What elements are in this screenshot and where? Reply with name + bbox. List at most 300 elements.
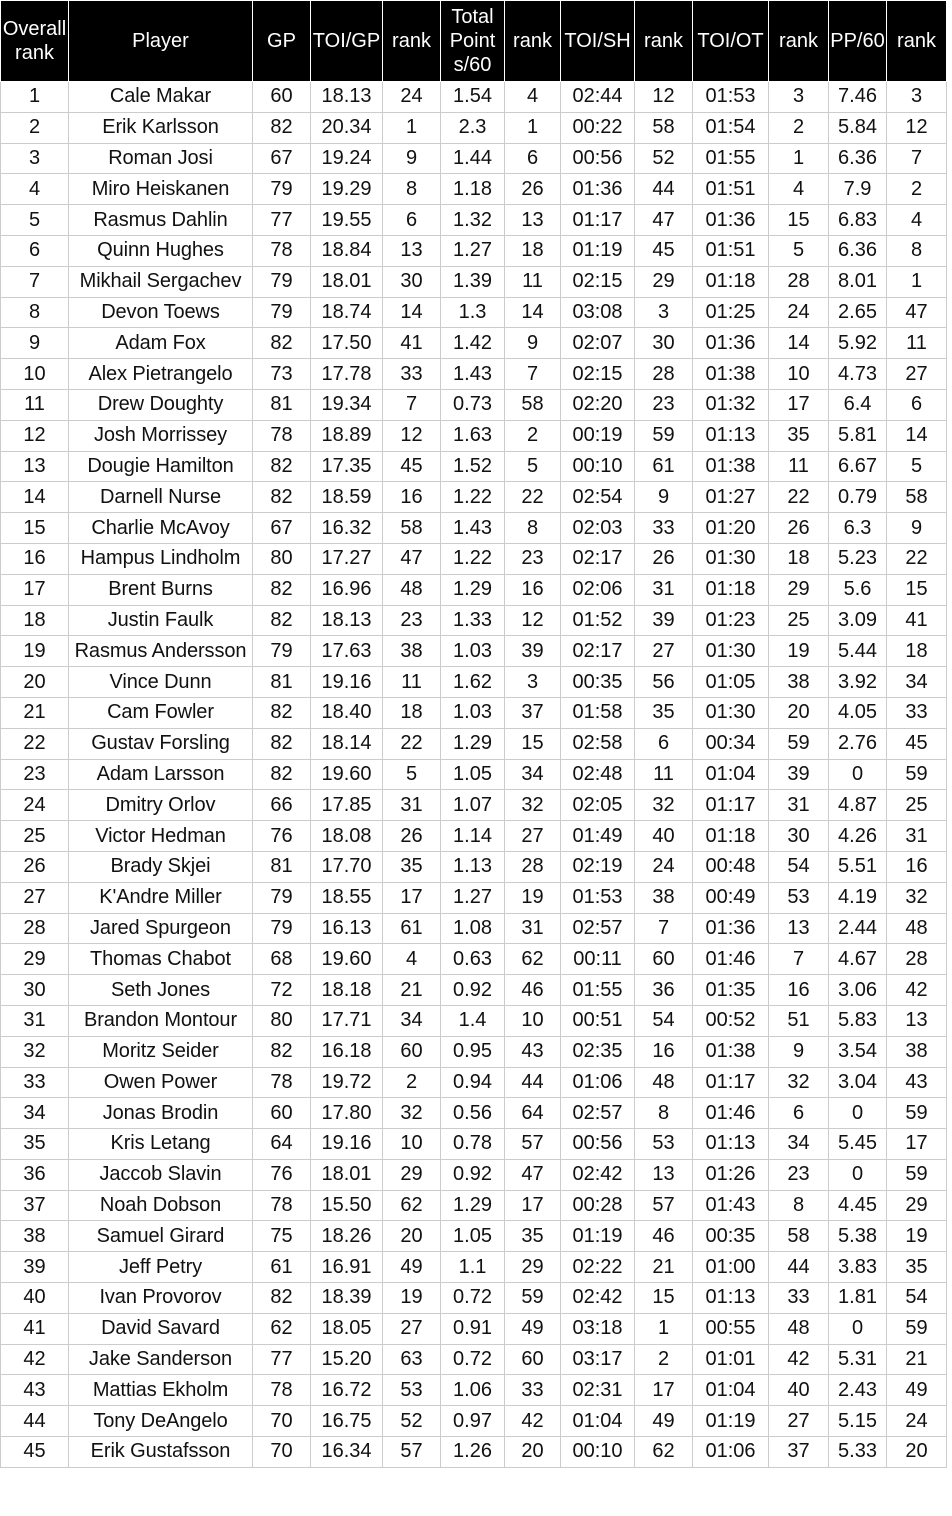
cell-total-points-60: 1.27: [441, 882, 505, 913]
cell-toi-ot: 01:23: [693, 605, 769, 636]
cell-rank-pp-60: 15: [887, 574, 947, 605]
table-row: [1, 574, 947, 605]
cell-player: Moritz Seider: [69, 1036, 253, 1067]
cell-gp: 79: [253, 174, 311, 205]
cell-toi-gp: 19.16: [311, 667, 383, 698]
cell-gp: 70: [253, 1406, 311, 1437]
cell-toi-gp: 18.84: [311, 235, 383, 266]
cell-rank-toi-gp: 10: [383, 1129, 441, 1160]
cell-overall-rank: 4: [1, 174, 69, 205]
cell-rank-pp-60: 3: [887, 82, 947, 113]
table-row: [1, 389, 947, 420]
cell-rank-toi-sh: 38: [635, 882, 693, 913]
cell-rank-total-points: 9: [505, 328, 561, 359]
cell-rank-toi-gp: 8: [383, 174, 441, 205]
table-row: [1, 1159, 947, 1190]
cell-rank-toi-ot: 19: [769, 636, 829, 667]
cell-rank-toi-ot: 51: [769, 1005, 829, 1036]
cell-toi-gp: 17.71: [311, 1005, 383, 1036]
cell-rank-toi-sh: 31: [635, 574, 693, 605]
cell-player: Rasmus Dahlin: [69, 205, 253, 236]
cell-rank-total-points: 42: [505, 1406, 561, 1437]
cell-gp: 76: [253, 821, 311, 852]
cell-total-points-60: 1.39: [441, 266, 505, 297]
cell-rank-toi-ot: 15: [769, 205, 829, 236]
table-row: [1, 1283, 947, 1314]
cell-overall-rank: 10: [1, 359, 69, 390]
cell-rank-pp-60: 1: [887, 266, 947, 297]
cell-toi-ot: 01:53: [693, 82, 769, 113]
cell-rank-toi-sh: 36: [635, 975, 693, 1006]
cell-toi-ot: 01:00: [693, 1252, 769, 1283]
cell-rank-toi-ot: 4: [769, 174, 829, 205]
cell-gp: 82: [253, 759, 311, 790]
cell-pp-60: 8.01: [829, 266, 887, 297]
cell-overall-rank: 26: [1, 851, 69, 882]
cell-overall-rank: 30: [1, 975, 69, 1006]
cell-player: Hampus Lindholm: [69, 543, 253, 574]
cell-toi-gp: 19.29: [311, 174, 383, 205]
cell-overall-rank: 34: [1, 1098, 69, 1129]
cell-overall-rank: 6: [1, 235, 69, 266]
cell-toi-ot: 00:52: [693, 1005, 769, 1036]
cell-pp-60: 7.46: [829, 82, 887, 113]
cell-toi-ot: 01:38: [693, 359, 769, 390]
cell-rank-pp-60: 33: [887, 697, 947, 728]
cell-toi-ot: 01:38: [693, 451, 769, 482]
cell-toi-ot: 01:17: [693, 1067, 769, 1098]
cell-rank-toi-ot: 42: [769, 1344, 829, 1375]
cell-toi-sh: 01:19: [561, 235, 635, 266]
cell-rank-pp-60: 59: [887, 1159, 947, 1190]
cell-rank-total-points: 11: [505, 266, 561, 297]
cell-toi-gp: 19.60: [311, 759, 383, 790]
cell-overall-rank: 7: [1, 266, 69, 297]
cell-player: Jonas Brodin: [69, 1098, 253, 1129]
cell-player: Adam Larsson: [69, 759, 253, 790]
cell-toi-ot: 01:43: [693, 1190, 769, 1221]
cell-total-points-60: 1.05: [441, 759, 505, 790]
cell-gp: 67: [253, 513, 311, 544]
cell-gp: 81: [253, 851, 311, 882]
cell-rank-toi-ot: 53: [769, 882, 829, 913]
cell-rank-pp-60: 45: [887, 728, 947, 759]
cell-rank-toi-gp: 33: [383, 359, 441, 390]
cell-rank-toi-gp: 47: [383, 543, 441, 574]
cell-toi-ot: 01:30: [693, 697, 769, 728]
cell-rank-toi-sh: 49: [635, 1406, 693, 1437]
cell-rank-toi-ot: 48: [769, 1313, 829, 1344]
cell-toi-ot: 01:35: [693, 975, 769, 1006]
cell-player: Jake Sanderson: [69, 1344, 253, 1375]
cell-gp: 60: [253, 1098, 311, 1129]
cell-gp: 78: [253, 235, 311, 266]
table-row: [1, 1190, 947, 1221]
cell-toi-sh: 02:44: [561, 82, 635, 113]
column-header-gp: GP: [253, 1, 311, 82]
cell-rank-pp-60: 20: [887, 1437, 947, 1468]
cell-rank-toi-ot: 39: [769, 759, 829, 790]
cell-rank-toi-ot: 17: [769, 389, 829, 420]
cell-rank-total-points: 47: [505, 1159, 561, 1190]
table-row: [1, 543, 947, 574]
cell-toi-ot: 00:49: [693, 882, 769, 913]
table-row: [1, 1005, 947, 1036]
cell-rank-toi-gp: 60: [383, 1036, 441, 1067]
cell-rank-toi-ot: 58: [769, 1221, 829, 1252]
column-header-rank-toi-ot: rank: [769, 1, 829, 82]
cell-rank-toi-ot: 18: [769, 543, 829, 574]
cell-toi-sh: 01:58: [561, 697, 635, 728]
cell-rank-pp-60: 24: [887, 1406, 947, 1437]
cell-rank-total-points: 12: [505, 605, 561, 636]
cell-rank-pp-60: 11: [887, 328, 947, 359]
cell-total-points-60: 1.29: [441, 574, 505, 605]
cell-rank-toi-sh: 1: [635, 1313, 693, 1344]
cell-rank-toi-ot: 26: [769, 513, 829, 544]
cell-rank-toi-gp: 24: [383, 82, 441, 113]
cell-total-points-60: 1.42: [441, 328, 505, 359]
cell-rank-toi-ot: 6: [769, 1098, 829, 1129]
cell-gp: 82: [253, 328, 311, 359]
cell-rank-pp-60: 2: [887, 174, 947, 205]
cell-gp: 61: [253, 1252, 311, 1283]
cell-player: Gustav Forsling: [69, 728, 253, 759]
cell-pp-60: 4.26: [829, 821, 887, 852]
cell-gp: 72: [253, 975, 311, 1006]
table-row: [1, 667, 947, 698]
column-header-rank-toi-sh: rank: [635, 1, 693, 82]
cell-player: Victor Hedman: [69, 821, 253, 852]
cell-player: Adam Fox: [69, 328, 253, 359]
cell-rank-toi-gp: 34: [383, 1005, 441, 1036]
cell-rank-total-points: 59: [505, 1283, 561, 1314]
cell-gp: 82: [253, 112, 311, 143]
cell-toi-gp: 18.05: [311, 1313, 383, 1344]
cell-rank-toi-ot: 23: [769, 1159, 829, 1190]
cell-total-points-60: 1.05: [441, 1221, 505, 1252]
cell-player: Brent Burns: [69, 574, 253, 605]
cell-toi-sh: 02:58: [561, 728, 635, 759]
cell-rank-toi-gp: 62: [383, 1190, 441, 1221]
cell-overall-rank: 15: [1, 513, 69, 544]
cell-rank-total-points: 4: [505, 82, 561, 113]
cell-rank-toi-ot: 8: [769, 1190, 829, 1221]
cell-rank-toi-gp: 17: [383, 882, 441, 913]
cell-pp-60: 6.67: [829, 451, 887, 482]
cell-rank-toi-ot: 25: [769, 605, 829, 636]
cell-rank-toi-gp: 5: [383, 759, 441, 790]
cell-rank-toi-ot: 35: [769, 420, 829, 451]
cell-rank-toi-gp: 32: [383, 1098, 441, 1129]
cell-overall-rank: 35: [1, 1129, 69, 1160]
cell-rank-toi-ot: 31: [769, 790, 829, 821]
cell-total-points-60: 0.56: [441, 1098, 505, 1129]
cell-pp-60: 4.73: [829, 359, 887, 390]
cell-toi-gp: 16.75: [311, 1406, 383, 1437]
cell-rank-pp-60: 18: [887, 636, 947, 667]
cell-total-points-60: 0.63: [441, 944, 505, 975]
cell-toi-ot: 01:06: [693, 1437, 769, 1468]
cell-toi-sh: 02:31: [561, 1375, 635, 1406]
column-header-overall-rank: Overall rank: [1, 1, 69, 82]
cell-rank-toi-gp: 20: [383, 1221, 441, 1252]
cell-gp: 82: [253, 574, 311, 605]
cell-total-points-60: 1.03: [441, 697, 505, 728]
cell-toi-sh: 00:11: [561, 944, 635, 975]
cell-rank-toi-sh: 30: [635, 328, 693, 359]
cell-rank-total-points: 10: [505, 1005, 561, 1036]
cell-toi-sh: 00:19: [561, 420, 635, 451]
cell-gp: 82: [253, 451, 311, 482]
cell-rank-pp-60: 47: [887, 297, 947, 328]
cell-overall-rank: 27: [1, 882, 69, 913]
table-row: [1, 605, 947, 636]
table-row: [1, 235, 947, 266]
cell-rank-toi-ot: 32: [769, 1067, 829, 1098]
cell-rank-total-points: 44: [505, 1067, 561, 1098]
cell-total-points-60: 1.07: [441, 790, 505, 821]
cell-player: Roman Josi: [69, 143, 253, 174]
cell-rank-pp-60: 59: [887, 759, 947, 790]
cell-overall-rank: 40: [1, 1283, 69, 1314]
cell-rank-total-points: 60: [505, 1344, 561, 1375]
cell-toi-ot: 01:46: [693, 1098, 769, 1129]
cell-player: Mattias Ekholm: [69, 1375, 253, 1406]
table-row: [1, 1437, 947, 1468]
cell-toi-gp: 18.13: [311, 605, 383, 636]
cell-total-points-60: 1.4: [441, 1005, 505, 1036]
cell-toi-sh: 00:56: [561, 1129, 635, 1160]
cell-rank-toi-gp: 13: [383, 235, 441, 266]
cell-pp-60: 3.06: [829, 975, 887, 1006]
cell-rank-toi-sh: 52: [635, 143, 693, 174]
cell-rank-pp-60: 54: [887, 1283, 947, 1314]
cell-total-points-60: 1.22: [441, 543, 505, 574]
cell-toi-sh: 03:17: [561, 1344, 635, 1375]
cell-total-points-60: 1.32: [441, 205, 505, 236]
cell-rank-toi-sh: 48: [635, 1067, 693, 1098]
cell-toi-ot: 01:36: [693, 913, 769, 944]
cell-rank-toi-gp: 63: [383, 1344, 441, 1375]
cell-player: Jeff Petry: [69, 1252, 253, 1283]
cell-rank-pp-60: 41: [887, 605, 947, 636]
table-row: [1, 1067, 947, 1098]
cell-toi-sh: 02:35: [561, 1036, 635, 1067]
cell-toi-gp: 19.16: [311, 1129, 383, 1160]
cell-gp: 80: [253, 1005, 311, 1036]
cell-pp-60: 0.79: [829, 482, 887, 513]
cell-pp-60: 6.36: [829, 235, 887, 266]
table-row: [1, 1252, 947, 1283]
cell-toi-ot: 01:20: [693, 513, 769, 544]
cell-toi-ot: 01:32: [693, 389, 769, 420]
cell-toi-gp: 16.13: [311, 913, 383, 944]
cell-toi-gp: 18.40: [311, 697, 383, 728]
cell-toi-ot: 01:54: [693, 112, 769, 143]
cell-rank-total-points: 14: [505, 297, 561, 328]
cell-rank-toi-gp: 61: [383, 913, 441, 944]
cell-rank-toi-sh: 21: [635, 1252, 693, 1283]
cell-rank-pp-60: 17: [887, 1129, 947, 1160]
cell-pp-60: 3.54: [829, 1036, 887, 1067]
cell-rank-toi-gp: 11: [383, 667, 441, 698]
cell-rank-toi-sh: 44: [635, 174, 693, 205]
cell-player: Cam Fowler: [69, 697, 253, 728]
cell-rank-toi-sh: 53: [635, 1129, 693, 1160]
cell-rank-toi-sh: 39: [635, 605, 693, 636]
cell-player: Noah Dobson: [69, 1190, 253, 1221]
table-row: [1, 882, 947, 913]
cell-total-points-60: 1.22: [441, 482, 505, 513]
cell-gp: 79: [253, 913, 311, 944]
cell-pp-60: 5.38: [829, 1221, 887, 1252]
cell-rank-toi-ot: 14: [769, 328, 829, 359]
cell-toi-sh: 02:17: [561, 543, 635, 574]
cell-rank-toi-gp: 53: [383, 1375, 441, 1406]
cell-total-points-60: 1.52: [441, 451, 505, 482]
cell-rank-total-points: 7: [505, 359, 561, 390]
cell-rank-pp-60: 59: [887, 1098, 947, 1129]
cell-rank-toi-sh: 46: [635, 1221, 693, 1252]
cell-rank-toi-gp: 29: [383, 1159, 441, 1190]
cell-rank-toi-gp: 14: [383, 297, 441, 328]
cell-player: Devon Toews: [69, 297, 253, 328]
cell-rank-toi-ot: 34: [769, 1129, 829, 1160]
cell-total-points-60: 0.73: [441, 389, 505, 420]
cell-pp-60: 4.67: [829, 944, 887, 975]
cell-rank-toi-sh: 59: [635, 420, 693, 451]
cell-toi-sh: 03:08: [561, 297, 635, 328]
cell-toi-gp: 17.85: [311, 790, 383, 821]
table-row: [1, 1098, 947, 1129]
cell-total-points-60: 1.54: [441, 82, 505, 113]
cell-toi-sh: 02:05: [561, 790, 635, 821]
cell-player: Miro Heiskanen: [69, 174, 253, 205]
cell-total-points-60: 0.95: [441, 1036, 505, 1067]
cell-toi-gp: 17.80: [311, 1098, 383, 1129]
cell-gp: 76: [253, 1159, 311, 1190]
cell-player: Josh Morrissey: [69, 420, 253, 451]
cell-total-points-60: 1.06: [441, 1375, 505, 1406]
cell-rank-toi-ot: 38: [769, 667, 829, 698]
table-row: [1, 975, 947, 1006]
cell-rank-total-points: 18: [505, 235, 561, 266]
cell-total-points-60: 1.03: [441, 636, 505, 667]
cell-toi-gp: 19.55: [311, 205, 383, 236]
cell-pp-60: 5.31: [829, 1344, 887, 1375]
cell-rank-total-points: 1: [505, 112, 561, 143]
cell-gp: 75: [253, 1221, 311, 1252]
cell-rank-pp-60: 12: [887, 112, 947, 143]
cell-rank-pp-60: 29: [887, 1190, 947, 1221]
cell-toi-ot: 01:51: [693, 235, 769, 266]
cell-rank-pp-60: 31: [887, 821, 947, 852]
cell-total-points-60: 0.91: [441, 1313, 505, 1344]
cell-toi-gp: 18.26: [311, 1221, 383, 1252]
cell-rank-toi-ot: 30: [769, 821, 829, 852]
cell-overall-rank: 3: [1, 143, 69, 174]
cell-overall-rank: 43: [1, 1375, 69, 1406]
cell-overall-rank: 13: [1, 451, 69, 482]
cell-gp: 70: [253, 1437, 311, 1468]
cell-rank-pp-60: 35: [887, 1252, 947, 1283]
cell-gp: 79: [253, 882, 311, 913]
cell-gp: 82: [253, 697, 311, 728]
cell-rank-pp-60: 48: [887, 913, 947, 944]
cell-rank-total-points: 29: [505, 1252, 561, 1283]
cell-rank-toi-ot: 10: [769, 359, 829, 390]
cell-total-points-60: 1.14: [441, 821, 505, 852]
column-header-rank-total-points: rank: [505, 1, 561, 82]
cell-pp-60: 2.65: [829, 297, 887, 328]
cell-player: Darnell Nurse: [69, 482, 253, 513]
cell-toi-ot: 01:18: [693, 821, 769, 852]
cell-toi-sh: 02:07: [561, 328, 635, 359]
cell-toi-gp: 15.50: [311, 1190, 383, 1221]
cell-rank-total-points: 64: [505, 1098, 561, 1129]
cell-rank-toi-sh: 60: [635, 944, 693, 975]
cell-rank-total-points: 3: [505, 667, 561, 698]
cell-toi-ot: 01:18: [693, 266, 769, 297]
cell-rank-total-points: 58: [505, 389, 561, 420]
cell-rank-toi-sh: 27: [635, 636, 693, 667]
cell-toi-gp: 18.01: [311, 1159, 383, 1190]
cell-rank-total-points: 34: [505, 759, 561, 790]
cell-pp-60: 4.05: [829, 697, 887, 728]
cell-toi-ot: 01:13: [693, 1283, 769, 1314]
cell-toi-gp: 16.34: [311, 1437, 383, 1468]
cell-rank-toi-gp: 41: [383, 328, 441, 359]
cell-toi-gp: 20.34: [311, 112, 383, 143]
cell-toi-sh: 01:19: [561, 1221, 635, 1252]
cell-toi-gp: 16.96: [311, 574, 383, 605]
cell-pp-60: 2.43: [829, 1375, 887, 1406]
cell-rank-toi-sh: 45: [635, 235, 693, 266]
cell-total-points-60: 1.33: [441, 605, 505, 636]
cell-total-points-60: 1.13: [441, 851, 505, 882]
cell-rank-toi-gp: 18: [383, 697, 441, 728]
cell-rank-toi-gp: 27: [383, 1313, 441, 1344]
cell-gp: 81: [253, 389, 311, 420]
cell-total-points-60: 1.27: [441, 235, 505, 266]
cell-rank-pp-60: 49: [887, 1375, 947, 1406]
cell-rank-pp-60: 5: [887, 451, 947, 482]
cell-toi-ot: 01:30: [693, 543, 769, 574]
cell-gp: 60: [253, 82, 311, 113]
cell-rank-total-points: 33: [505, 1375, 561, 1406]
cell-total-points-60: 0.92: [441, 1159, 505, 1190]
cell-player: Jared Spurgeon: [69, 913, 253, 944]
cell-rank-toi-gp: 49: [383, 1252, 441, 1283]
cell-toi-gp: 16.32: [311, 513, 383, 544]
table-row: [1, 112, 947, 143]
cell-toi-ot: 01:13: [693, 420, 769, 451]
cell-overall-rank: 23: [1, 759, 69, 790]
table-row: [1, 82, 947, 113]
cell-rank-pp-60: 16: [887, 851, 947, 882]
cell-player: Brandon Montour: [69, 1005, 253, 1036]
cell-rank-toi-sh: 47: [635, 205, 693, 236]
cell-rank-toi-sh: 9: [635, 482, 693, 513]
column-header-toi-ot: TOI/OT: [693, 1, 769, 82]
cell-rank-pp-60: 42: [887, 975, 947, 1006]
cell-toi-gp: 16.18: [311, 1036, 383, 1067]
cell-toi-gp: 17.70: [311, 851, 383, 882]
cell-pp-60: 0: [829, 1159, 887, 1190]
table-row: [1, 636, 947, 667]
cell-pp-60: 5.23: [829, 543, 887, 574]
